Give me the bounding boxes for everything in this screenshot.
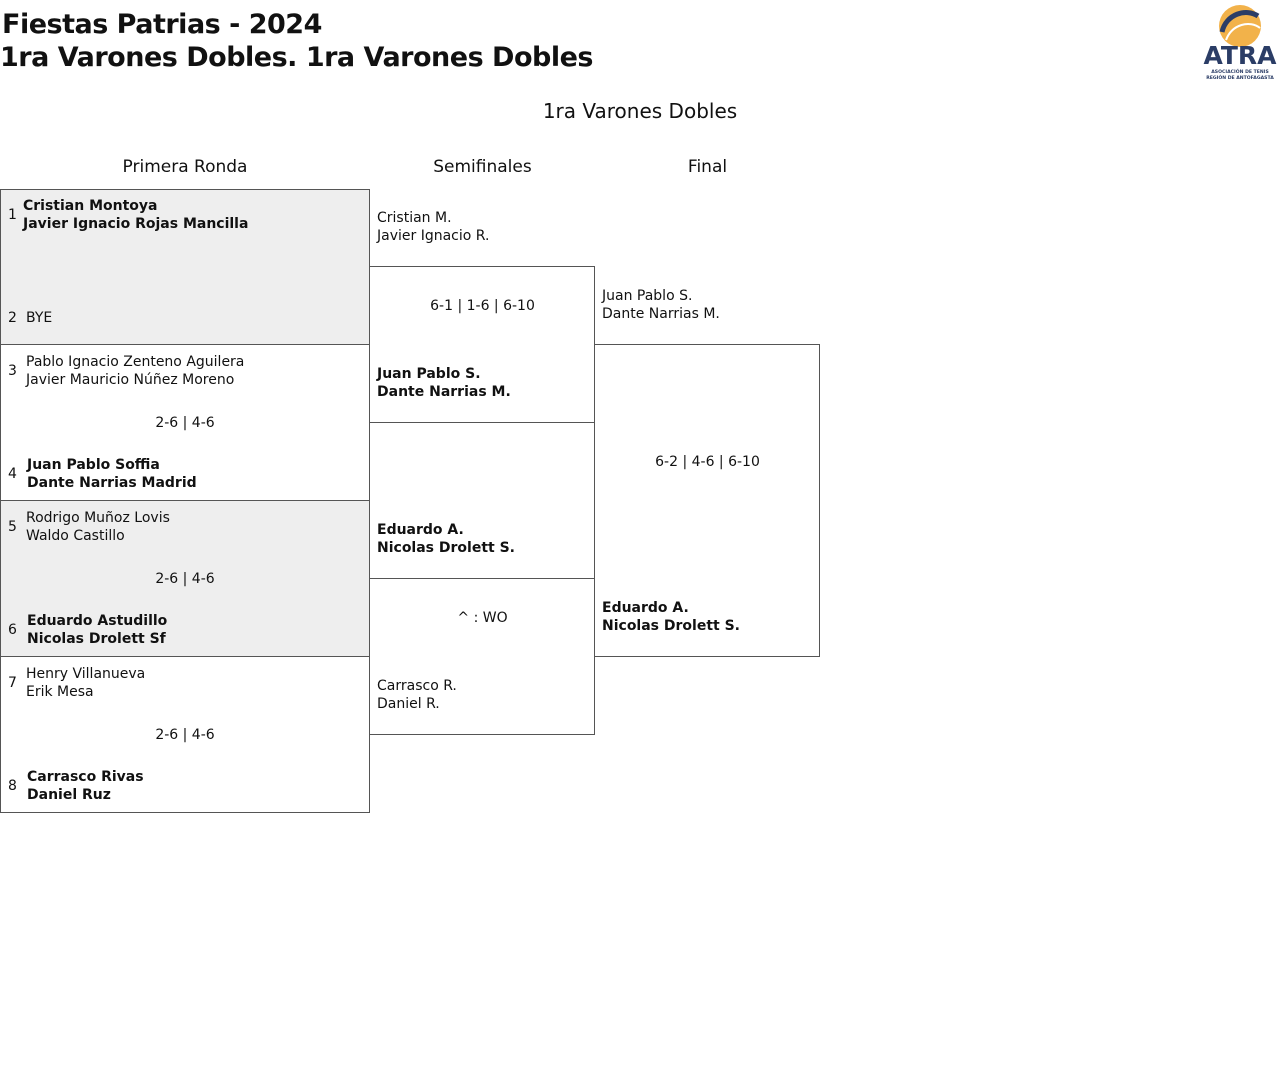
atra-logo (1202, 2, 1278, 82)
player-name: Pablo Ignacio Zenteno Aguilera (26, 354, 245, 370)
match-score: 2-6 | 4-6 (155, 727, 215, 743)
match-score: ^ : WO (457, 610, 508, 626)
player-name: Dante Narrias Madrid (27, 475, 197, 491)
logo-subtext-1: ASOCIACIÓN DE TENIS (1211, 70, 1269, 75)
team-entry (26, 665, 145, 701)
team-entry (27, 768, 144, 804)
round-header-final: Final (687, 157, 728, 177)
team-entry (26, 353, 244, 389)
seed-number: 1 (8, 207, 17, 223)
team-entry (27, 612, 167, 648)
player-name: Dante Narrias M. (602, 306, 720, 322)
team-entry (377, 365, 511, 401)
seed-number: 2 (8, 310, 17, 326)
player-name: Nicolas Drolett S. (377, 540, 515, 556)
seed-number: 3 (8, 363, 17, 379)
logo-wordmark: ATRA (1203, 41, 1277, 70)
player-name: Juan Pablo S. (602, 288, 693, 304)
seed-number: 6 (8, 622, 17, 638)
seed-number: 5 (8, 519, 17, 535)
draw-title: 1ra Varones Dobles (542, 99, 738, 123)
player-name: Carrasco R. (377, 678, 457, 694)
player-name: Juan Pablo S. (377, 366, 481, 382)
player-name: Cristian M. (377, 210, 452, 226)
team-entry (377, 677, 457, 713)
final-score: 6-2 | 4-6 | 6-10 (655, 454, 760, 470)
round-header-primera-ronda: Primera Ronda (122, 157, 248, 177)
player-name: Henry Villanueva (26, 666, 146, 682)
player-name: Juan Pablo Soffia (27, 457, 160, 473)
player-name: Dante Narrias M. (377, 384, 511, 400)
team-entry (377, 209, 489, 245)
player-name: Nicolas Drolett S. (602, 618, 740, 634)
player-name: Eduardo A. (602, 600, 689, 616)
player-name: Eduardo Astudillo (27, 613, 168, 629)
match-score: 6-1 | 1-6 | 6-10 (430, 298, 535, 314)
team-entry (23, 197, 248, 233)
match-score: 2-6 | 4-6 (155, 415, 215, 431)
player-name: Carrasco Rivas (27, 769, 144, 785)
player-name: Erik Mesa (26, 684, 94, 700)
player-name: Eduardo A. (377, 522, 464, 538)
player-name: Waldo Castillo (26, 528, 125, 544)
player-name: Javier Ignacio Rojas Mancilla (23, 216, 249, 232)
team-entry (602, 599, 740, 635)
event-title: Fiestas Patrias - 2024 (2, 9, 322, 40)
seed-number: 7 (8, 675, 17, 691)
seed-number: 8 (8, 778, 17, 794)
player-name: BYE (26, 310, 53, 326)
team-entry (26, 509, 170, 545)
player-name: Cristian Montoya (23, 198, 158, 214)
player-name: Javier Ignacio R. (377, 228, 490, 244)
team-entry (377, 521, 515, 557)
seed-number: 4 (8, 466, 17, 482)
player-name: Rodrigo Muñoz Lovis (26, 510, 170, 526)
logo-subtext-2: REGIÓN DE ANTOFAGASTA (1206, 76, 1274, 81)
team-entry (602, 287, 720, 323)
team-entry-bye (26, 309, 52, 327)
player-name: Javier Mauricio Núñez Moreno (26, 372, 235, 388)
category-title: 1ra Varones Dobles. 1ra Varones Dobles (0, 42, 593, 73)
match-score: 2-6 | 4-6 (155, 571, 215, 587)
atra-logo-graphic (1202, 2, 1278, 82)
team-entry (27, 456, 197, 492)
player-name: Daniel R. (377, 696, 440, 712)
player-name: Nicolas Drolett Sf (27, 631, 166, 647)
round-header-semifinales: Semifinales (433, 157, 532, 177)
player-name: Daniel Ruz (27, 787, 111, 803)
